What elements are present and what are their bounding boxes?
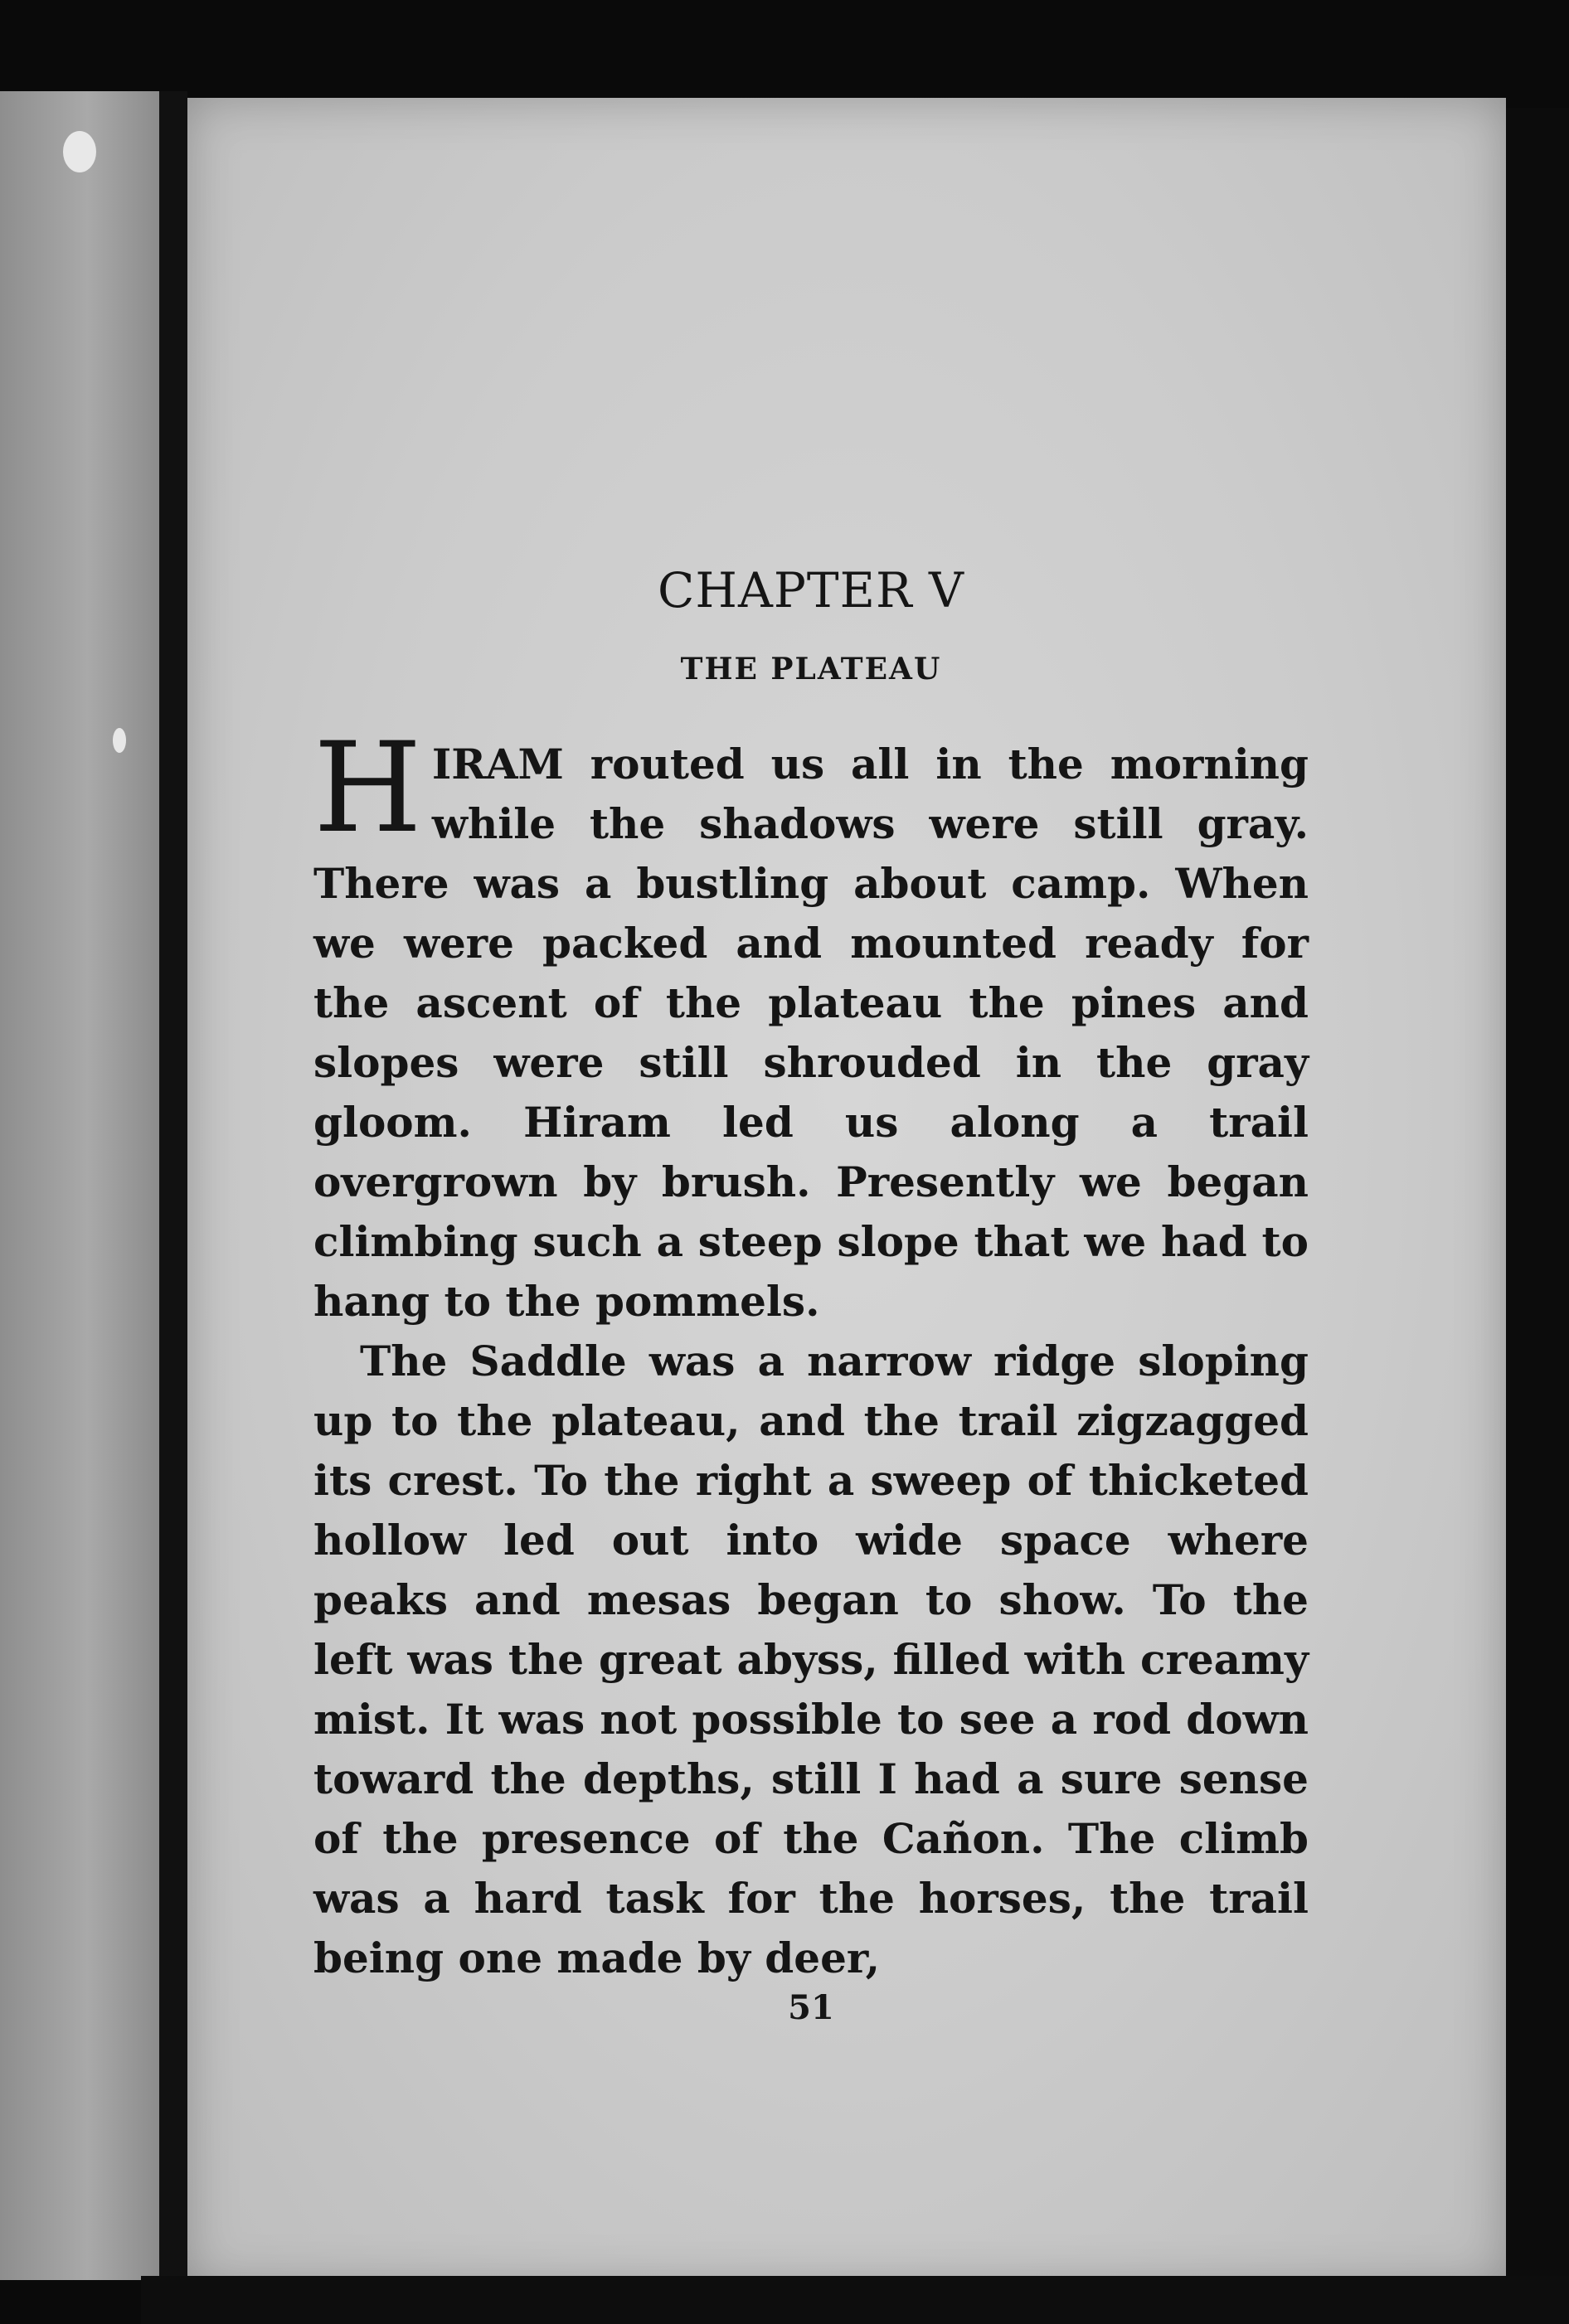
drop-cap: H [313, 716, 422, 861]
scan-speck [63, 131, 96, 172]
page-text [313, 562, 1309, 2027]
chapter-subtitle: THE PLATEAU [680, 652, 942, 687]
paragraph-1 [313, 716, 1309, 1332]
paragraph-2 [313, 1332, 1309, 1988]
paragraph-1-text: routed us all in the morning while the shadows were still gray. There was a bustling about camp. When we were packed and mounted ready for the ascent of the plateau the pines and slopes were still shrouded in the gray gloom. Hiram led us along a trail overgrown by brush. Presently we began climbing such a steep slope that we had to hang to the pommels. [313, 740, 1309, 1326]
page-number: 51 [788, 1988, 834, 2027]
book-gutter [159, 91, 187, 2297]
book-page [187, 98, 1506, 2287]
chapter-title: CHAPTER V [658, 562, 964, 619]
adjacent-page-strip [0, 91, 159, 2280]
scan-speck [113, 728, 126, 753]
paragraph-2-text: The Saddle was a narrow ridge sloping up to the plateau, and the trail zigzagged its crest. To the right a sweep of thicketed hollow led out into wide space where peaks and mesas began to show. To the left was the great abyss, filled with creamy mist. It was not possible to see a rod down toward the depths, still I had a sure sense of the presence of the Cañon. The climb was a hard task for the horses, the trail being one made by deer, [313, 1337, 1309, 1982]
lead-word: IRAM [431, 740, 564, 788]
scan-right-border [1506, 108, 1569, 2324]
scan-bottom-border [141, 2276, 1569, 2324]
